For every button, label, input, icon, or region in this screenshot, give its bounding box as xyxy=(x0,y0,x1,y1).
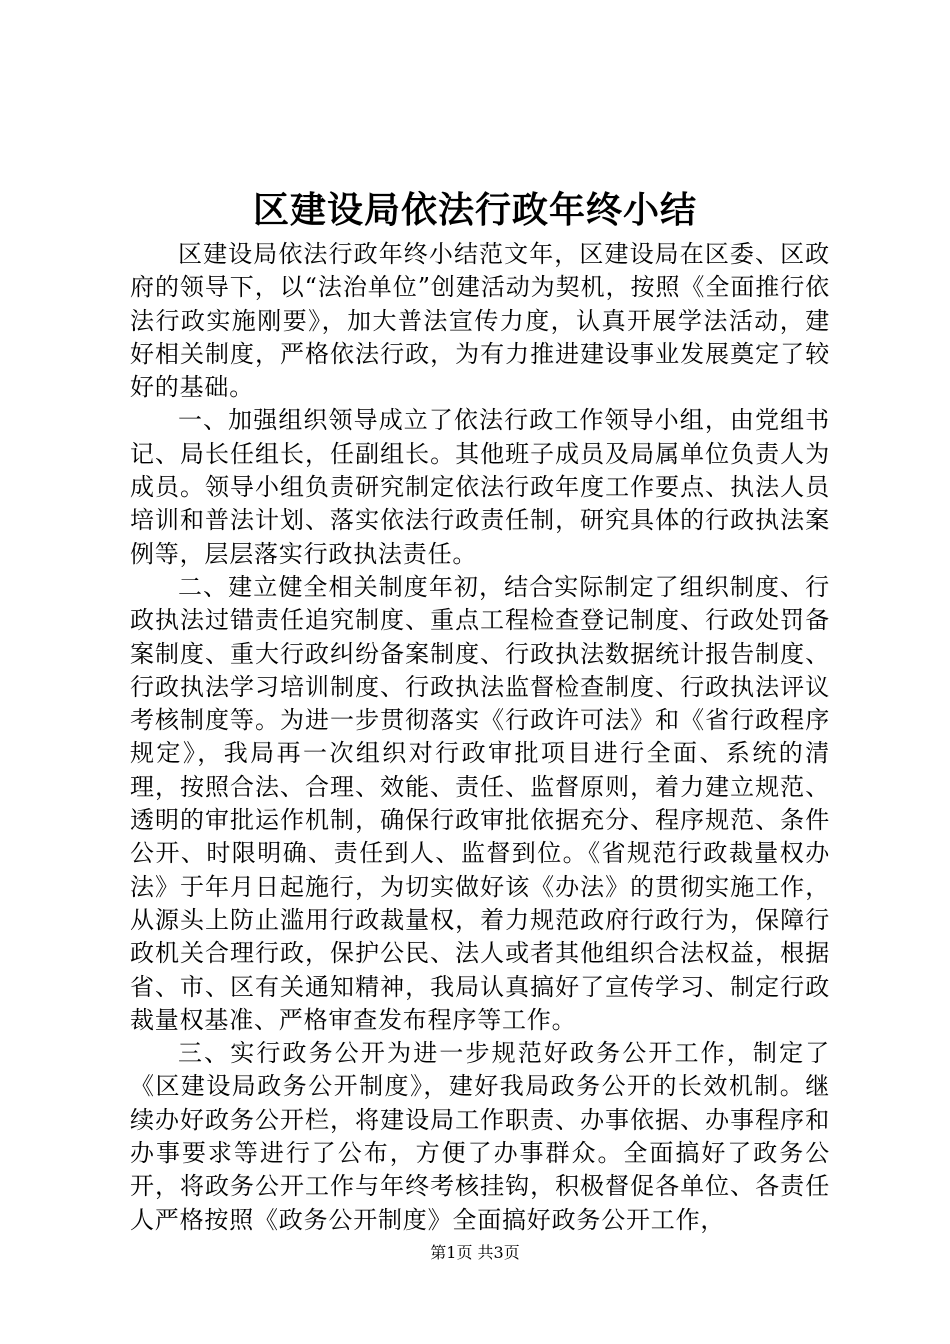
page-number-footer: 第1页 共3页 xyxy=(430,1243,520,1262)
paragraph-section-2: 二、建立健全相关制度年初，结合实际制定了组织制度、行政执法过错责任追究制度、重点工程检查登记制度、行政处罚备案制度、重大行政纠纷备案制度、行政执法数据统计报告制度、行政执法学习培训制度、行政执法监督检查制度、行政执法评议考核制度等。为进一步贯彻落实《行政许可法》和《省行政程序规定》，我局再一次组织对行政审批项目进行全面、系统的清理，按照合法、合理、效能、责任、监督原则，着力建立规范、透明的审批运作机制，确保行政审批依据充分、程序规范、条件公开、时限明确、责任到人、监督到位。《省规范行政裁量权办法》于年月日起施行，为切实做好该《办法》的贯彻实施工作，从源头上防止滥用行政裁量权，着力规范政府行政行为，保障行政机关合理行政，保护公民、法人或者其他组织合法权益，根据省、市、区有关通知精神，我局认真搞好了宣传学习、制定行政裁量权基准、严格审查发布程序等工作。 xyxy=(130,572,830,1034)
paragraph-intro: 区建设局依法行政年终小结范文年，区建设局在区委、区政府的领导下，以“法治单位”创建活动为契机，按照《全面推行依法行政实施刚要》，加大普法宣传力度，认真开展学法活动，建好相关制度，严格依法行政，为有力推进建设事业发展奠定了较好的基础。 xyxy=(130,240,830,402)
paragraph-section-3: 三、实行政务公开为进一步规范好政务公开工作，制定了《区建设局政务公开制度》，建好我局政务公开的长效机制。继续办好政务公开栏，将建设局工作职责、办事依据、办事程序和办事要求等进行了公布，方便了办事群众。全面搞好了政务公开，将政务公开工作与年终考核挂钩，积极督促各单位、各责任人严格按照《政务公开制度》全面搞好政务公开工作， xyxy=(130,1039,830,1234)
paragraph-section-1: 一、加强组织领导成立了依法行政工作领导小组，由党组书记、局长任组长，任副组长。其他班子成员及局属单位负责人为成员。领导小组负责研究制定依法行政年度工作要点、执法人员培训和普法计划、落实依法行政责任制，研究具体的行政执法案例等，层层落实行政执法责任。 xyxy=(130,406,830,568)
document-title: 区建设局依法行政年终小结 xyxy=(252,189,697,231)
document-body xyxy=(130,238,830,1237)
